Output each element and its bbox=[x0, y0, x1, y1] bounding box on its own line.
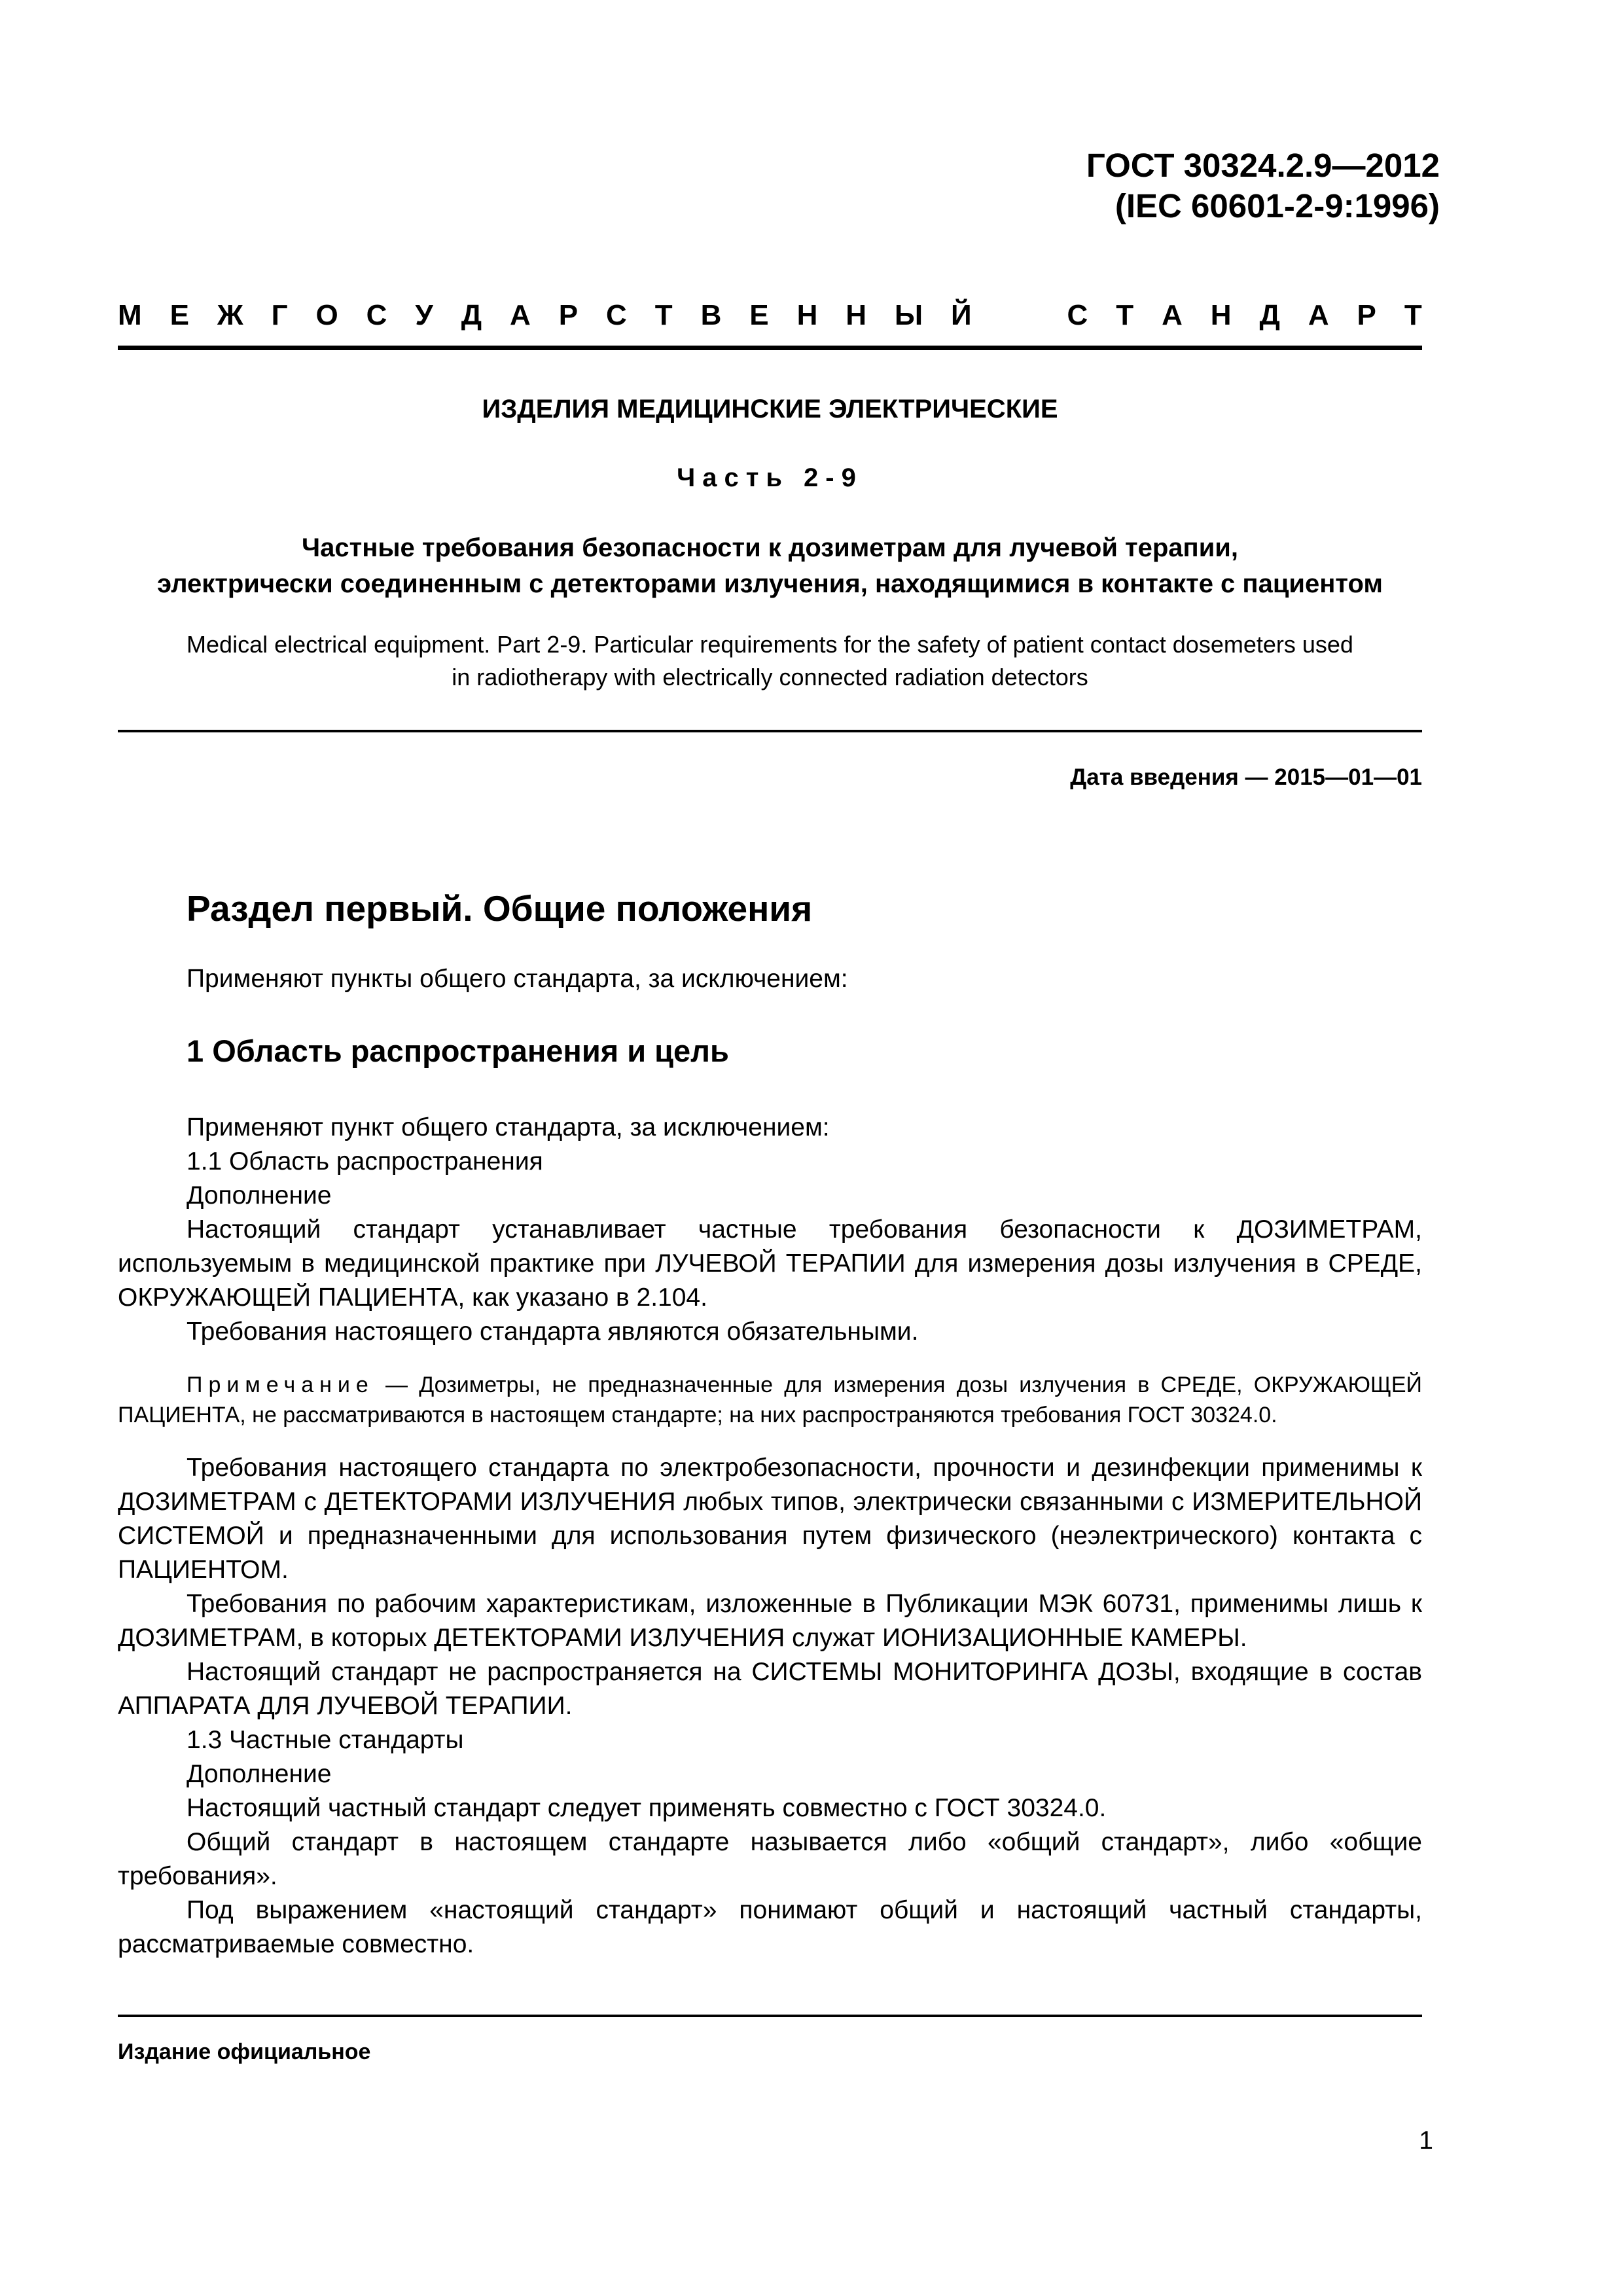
banner-letter: Д bbox=[1259, 299, 1280, 331]
page-number: 1 bbox=[1419, 2126, 1433, 2155]
banner-letter: Т bbox=[1116, 299, 1134, 331]
banner-letter: У bbox=[415, 299, 433, 331]
paragraph: Дополнение bbox=[187, 1181, 332, 1210]
section-heading: Раздел первый. Общие положения bbox=[187, 888, 813, 929]
subtitle-line: Частные требования безопасности к дозиметрам для лучевой терапии, bbox=[302, 533, 1238, 562]
banner-letter: Р bbox=[558, 299, 579, 331]
banner-word-gap bbox=[1000, 296, 1039, 335]
paragraph: Под выражением «настоящий стандарт» понимают общий и настоящий частный стандарты, рассматриваемые совместно. bbox=[118, 1896, 1422, 1958]
banner-letter: А bbox=[510, 299, 531, 331]
english-title bbox=[118, 628, 1422, 694]
clause-body bbox=[118, 1111, 1422, 1962]
banner-letter: Т bbox=[654, 299, 673, 331]
banner-letter: Е bbox=[169, 299, 189, 331]
banner-letter: Н bbox=[796, 299, 818, 331]
banner-letter: Ы bbox=[895, 299, 923, 331]
banner-letter: Г bbox=[271, 299, 288, 331]
footer-divider bbox=[118, 2015, 1422, 2017]
banner-letter: А bbox=[1308, 299, 1329, 331]
banner-letter: Ж bbox=[217, 299, 243, 331]
title-divider bbox=[118, 730, 1422, 732]
subclause-heading: 1.1 Область распространения bbox=[187, 1147, 543, 1175]
paragraph: Дополнение bbox=[187, 1760, 332, 1788]
subclause-heading: 1.3 Частные стандарты bbox=[187, 1726, 464, 1754]
banner-letter: С bbox=[606, 299, 627, 331]
paragraph: Требования настоящего стандарта по электробезопасности, прочности и дезинфекции применимы к ДОЗИМЕТРАМ с ДЕТЕКТОРАМИ ИЗЛУЧЕНИЯ любых типов, электрически связанными с ИЗМЕРИТЕЛЬНОЙ СИСТЕМОЙ и предназначенными для использования путем физического (неэлектрического) контакта с ПАЦИЕНТОМ. bbox=[118, 1454, 1422, 1584]
note-text: — Дозиметры, не предназначенные для измерения дозы излучения в СРЕДЕ, ОКРУЖАЮЩЕЙ ПАЦИЕНТА, не рассматриваются в настоящем стандарте; на них распространяются требования ГОСТ 30324.0. bbox=[118, 1372, 1422, 1427]
banner-letter: Н bbox=[846, 299, 867, 331]
banner-letter: Е bbox=[749, 299, 769, 331]
note bbox=[118, 1370, 1422, 1430]
official-edition-label: Издание официальное bbox=[118, 2039, 371, 2064]
part-number: Часть 2-9 bbox=[677, 463, 863, 492]
banner-letter: Д bbox=[461, 299, 482, 331]
banner-letter: С bbox=[366, 299, 387, 331]
banner-letter: С bbox=[1067, 299, 1088, 331]
banner-letter: О bbox=[315, 299, 338, 331]
banner-letter: А bbox=[1162, 299, 1183, 331]
english-title-line: in radiotherapy with electrically connected radiation detectors bbox=[452, 664, 1088, 691]
subtitle-line: электрически соединенным с детекторами излучения, находящимися в контакте с пациентом bbox=[157, 569, 1383, 598]
paragraph: Настоящий частный стандарт следует применять совместно с ГОСТ 30324.0. bbox=[187, 1794, 1107, 1822]
iec-reference: (IEC 60601-2-9:1996) bbox=[1115, 187, 1440, 224]
interstate-standard-banner bbox=[118, 296, 1422, 335]
document-title: ИЗДЕЛИЯ МЕДИЦИНСКИЕ ЭЛЕКТРИЧЕСКИЕ bbox=[482, 395, 1058, 423]
gost-number: ГОСТ 30324.2.9—2012 bbox=[1086, 147, 1440, 184]
clause-heading: 1 Область распространения и цель bbox=[187, 1033, 729, 1068]
banner-letter: Т bbox=[1404, 299, 1422, 331]
banner-letter: Й bbox=[951, 299, 972, 331]
paragraph: Применяют пункт общего стандарта, за исключением: bbox=[187, 1113, 830, 1141]
paragraph: Требования настоящего стандарта являются обязательными. bbox=[187, 1318, 919, 1346]
paragraph: Настоящий стандарт устанавливает частные требования безопасности к ДОЗИМЕТРАМ, используемым в медицинской практике при ЛУЧЕВОЙ ТЕРАПИИ для измерения дозы излучения в СРЕДЕ, ОКРУЖАЮЩЕЙ ПАЦИЕНТА, как указано в 2.104. bbox=[118, 1215, 1422, 1312]
banner-letter: В bbox=[700, 299, 722, 331]
document-subtitle bbox=[118, 530, 1422, 602]
section-intro-text: Применяют пункты общего стандарта, за исключением: bbox=[187, 965, 848, 993]
introduction-date: Дата введения — 2015—01—01 bbox=[1070, 764, 1422, 790]
paragraph: Требования по рабочим характеристикам, изложенные в Публикации МЭК 60731, применимы лишь к ДОЗИМЕТРАМ, в которых ДЕТЕКТОРАМИ ИЗЛУЧЕНИЯ служат ИОНИЗАЦИОННЫЕ КАМЕРЫ. bbox=[118, 1590, 1422, 1652]
banner-letter: Н bbox=[1210, 299, 1232, 331]
paragraph: Общий стандарт в настоящем стандарте называется либо «общий стандарт», либо «общие требования». bbox=[118, 1828, 1422, 1890]
standard-designation bbox=[851, 145, 1440, 226]
banner-divider bbox=[118, 346, 1422, 350]
note-label: Примечание bbox=[187, 1372, 374, 1397]
banner-letter: М bbox=[118, 299, 142, 331]
banner-letter: Р bbox=[1357, 299, 1376, 331]
english-title-line: Medical electrical equipment. Part 2-9. Particular requirements for the safety of patient contact dosemeters used bbox=[187, 631, 1353, 658]
paragraph: Настоящий стандарт не распространяется на СИСТЕМЫ МОНИТОРИНГА ДОЗЫ, входящие в состав АППАРАТА ДЛЯ ЛУЧЕВОЙ ТЕРАПИИ. bbox=[118, 1658, 1422, 1720]
